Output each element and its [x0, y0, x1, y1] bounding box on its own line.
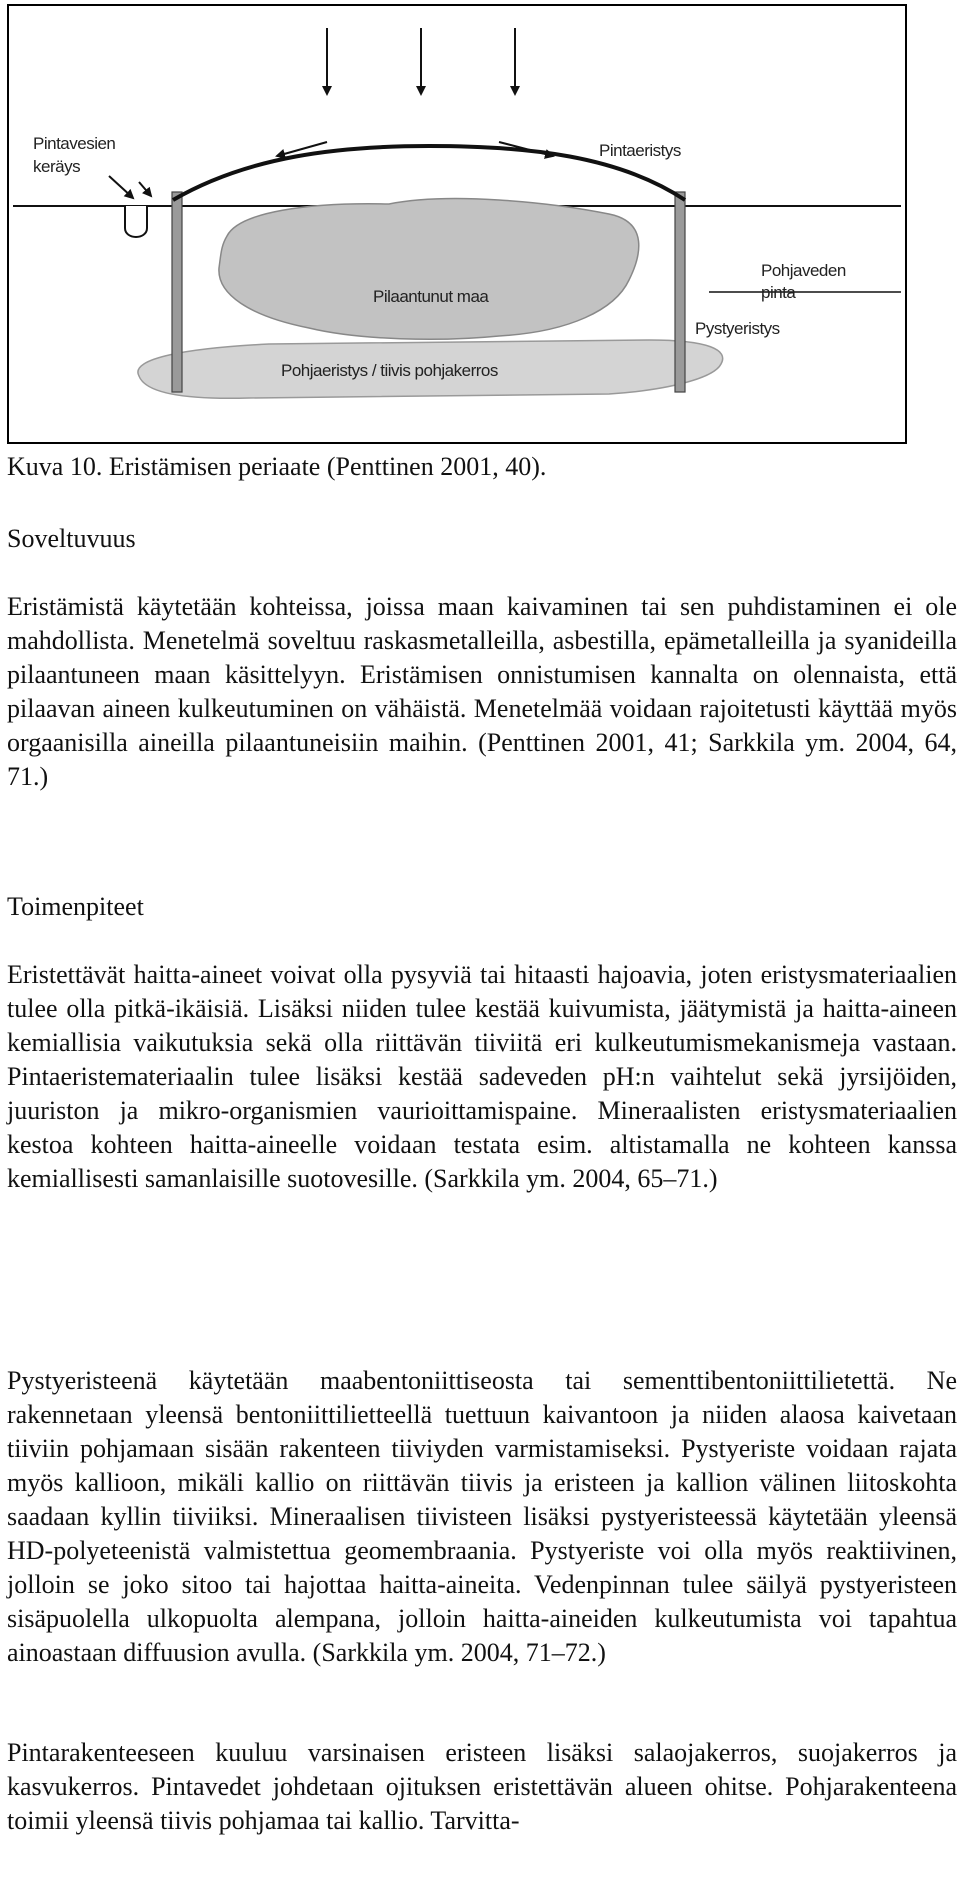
contaminated-soil	[219, 199, 639, 340]
paragraph: Eristettävät haitta-aineet voivat olla pysyviä tai hitaasti hajoavia, joten eristysmateriaalien tulee olla pitkä-ikäisiä. Lisäksi niiden tulee kestää kuivumista, jäätymistä ja haitta-aineen kemiallisia vaikutuksia sekä olla riittävän tiiviitä eri kulkeutumismekanismeja vastaan. Pintaeristemateriaalin tulee lisäksi kestää sadeveden pH:n vaihtelut sekä jyrsijöiden, juuriston ja mikro-organismien vaurioittamispaine. Mineraalisten eristysmateriaalien kestoa kohteen haitta-aineelle voidaan testata esim. altistamalla ne kohteen kanssa kemiallisesti samanlaisille suotovesille. (Sarkkila ym. 2004, 65–71.)	[7, 960, 957, 1193]
collector-pointer-2	[139, 182, 151, 196]
paragraph: Eristämistä käytetään kohteissa, joissa maan kaivaminen tai sen puhdistaminen ei ole mahdollista. Menetelmä soveltuu raskasmetalleilla, asbestilla, epämetalleilla ja syanideilla pilaantuneen maan käsittelyyn. Eristämisen onnistumisen kannalta on olennaista, että pilaavan aineen kulkeutuminen on vähäistä. Menetelmää voidaan rajoitetusti käyttää myös orgaanisilla aineilla pilaantuneisiin maihin. (Penttinen 2001, 41; Sarkkila ym. 2004, 64, 71.)	[7, 592, 957, 791]
label-pintavesien: Pintavesien	[33, 134, 116, 153]
section-heading-soveltuvuus: Soveltuvuus	[7, 524, 136, 553]
label-pohjaeristys: Pohjaeristys / tiivis pohjakerros	[281, 361, 498, 380]
paragraph: Pystyeristeenä käytetään maabentoniittiseosta tai sementtibentoniittilietettä. Ne rakennetaan yleensä bentoniittilietteellä tuettuun kaivantoon ja niiden alaosa kaivetaan tiiviin pohjamaan sisään rakenteen tiiviyden varmistamiseksi. Pystyeriste voidaan rajata myös kallioon, mikäli kallio on riittävän tiivis ja eristeen ja kallion välinen liitoskohta saadaan kyllin tiiviiksi. Mineraalisen tiivisteen lisäksi pystyeristeessä käytetään yleensä HD-polyeteenistä valmistettua geomembraania. Pystyeriste voi olla myös reaktiivinen, jolloin se joko sitoo tai hajottaa haitta-aineita. Vedenpinnan tulee säilyä pystyeristeen sisäpuolella ulkopuolta alempana, jolloin haitta-aineiden kulkeutumista voi tapahtua ainoastaan diffuusion avulla. (Sarkkila ym. 2004, 71–72.)	[7, 1366, 957, 1667]
label-pilaantunut-maa: Pilaantunut maa	[373, 287, 489, 306]
paragraph: Pintarakenteeseen kuuluu varsinaisen eristeen lisäksi salaojakerros, suojakerros ja kasvukerros. Pintavedet johdetaan ojituksen eristettävän alueen ohitse. Pohjarakenteena toimii yleensä tiivis pohjamaa tai kallio. Tarvitta-	[7, 1738, 957, 1835]
vertical-barrier-right	[675, 192, 685, 392]
label-keraeys: keräys	[33, 157, 81, 176]
isolation-principle-diagram	[7, 4, 907, 444]
collector-pointer-1	[109, 176, 133, 198]
label-pohjaveden: Pohjaveden	[761, 261, 846, 280]
label-pintaeristys: Pintaeristys	[599, 141, 681, 160]
diagram-svg	[9, 6, 905, 442]
surface-water-collector	[125, 206, 147, 237]
figure-caption: Kuva 10. Eristämisen periaate (Penttinen 2001, 40).	[7, 452, 547, 481]
vertical-barrier-left	[172, 192, 182, 392]
label-pystyeristys: Pystyeristys	[695, 319, 780, 338]
section-heading-toimenpiteet: Toimenpiteet	[7, 892, 144, 921]
label-pinta: pinta	[761, 283, 796, 302]
